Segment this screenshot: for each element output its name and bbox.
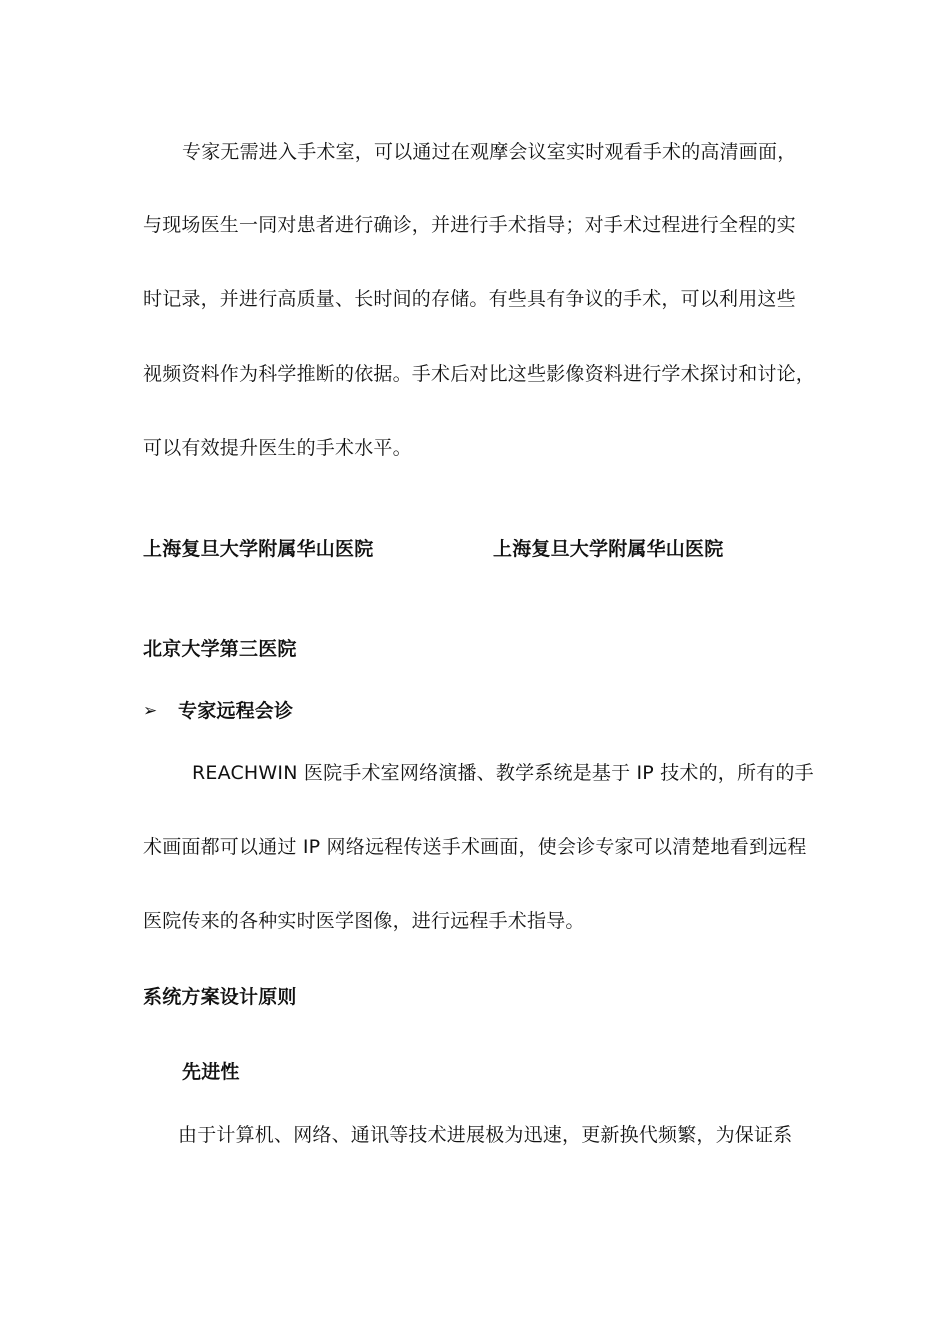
para1-line3: 时记录，并进行高质量、长时间的存储。有些具有争议的手术，可以利用这些	[143, 288, 796, 310]
section-heading: 系统方案设计原则	[143, 986, 297, 1008]
bullet-heading: 专家远程会诊	[178, 700, 294, 722]
para2-line1: REACHWIN 医院手术室网络演播、教学系统是基于 IP 技术的，所有的手	[192, 762, 814, 784]
arrow-bullet-icon: ➢	[143, 701, 158, 721]
para1-line5: 可以有效提升医生的手术水平。	[143, 437, 412, 459]
section-line1: 由于计算机、网络、通讯等技术进展极为迅速，更新换代频繁，为保证系	[178, 1124, 793, 1146]
para2-line2: 术画面都可以通过 IP 网络远程传送手术画面，使会诊专家可以清楚地看到远程	[143, 836, 807, 858]
para2-line3: 医院传来的各种实时医学图像，进行远程手术指导。	[143, 910, 585, 932]
hospital-caption-third: 北京大学第三医院	[143, 638, 297, 660]
para1-line4: 视频资料作为科学推断的依据。手术后对比这些影像资料进行学术探讨和讨论，	[143, 363, 816, 385]
para1-line2: 与现场医生一同对患者进行确诊，并进行手术指导；对手术过程进行全程的实	[143, 214, 796, 236]
section-subheading: 先进性	[182, 1061, 240, 1083]
para1-line1: 专家无需进入手术室，可以通过在观摩会议室实时观看手术的高清画面，	[182, 141, 797, 163]
hospital-caption-right: 上海复旦大学附属华山医院	[493, 538, 724, 560]
hospital-caption-left: 上海复旦大学附属华山医院	[143, 538, 374, 560]
